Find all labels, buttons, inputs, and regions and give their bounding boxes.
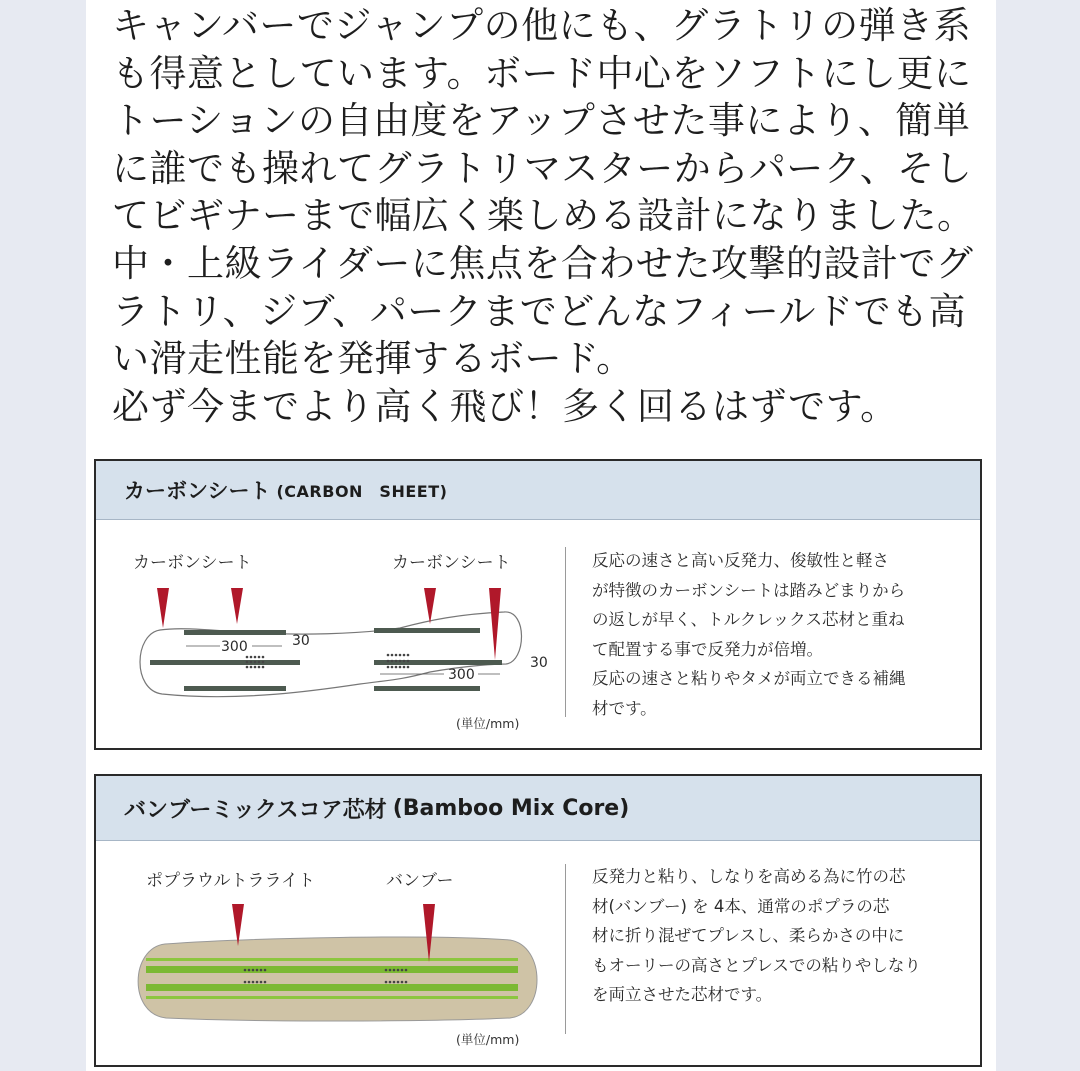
intro-line: 中・上級ライダーに焦点を合わせた攻撃的設計でグ bbox=[112, 241, 974, 285]
carbon-sheet-title-en: (CARBON SHEET) bbox=[276, 481, 448, 501]
intro-line: キャンバーでジャンプの他にも、グラトリの弾き系 bbox=[112, 4, 972, 47]
bamboo-label-poplar: ポプラウルトラライト bbox=[146, 871, 315, 891]
carbon-desc-line: て配置する事で反発力が倍増。 bbox=[592, 639, 823, 659]
bamboo-desc-line: 材(バンブー) を 4本、通常のポプラの芯 bbox=[592, 896, 890, 916]
intro-line: 必ず今までより高く飛び！多く回るはずです。 bbox=[112, 384, 898, 428]
dimension-30-left: 30 bbox=[292, 633, 310, 649]
intro-line: も得意としています。ボード中心をソフトにし更に bbox=[112, 51, 972, 95]
carbon-sheet-title: カーボンシート bbox=[124, 479, 271, 503]
intro-line: い滑走性能を発揮するボード。 bbox=[112, 337, 634, 381]
bamboo-stripe bbox=[146, 996, 518, 999]
intro-line: トーションの自由度をアップさせた事により、簡単 bbox=[112, 99, 971, 143]
bamboo-board-outline bbox=[138, 937, 537, 1021]
intro-line: てビギナーまで幅広く楽しめる設計になりました。 bbox=[112, 194, 975, 238]
bamboo-core-title-en: (Bamboo Mix Core) bbox=[392, 795, 630, 821]
carbon-desc-line: 材です。 bbox=[592, 698, 657, 718]
dimension-30-right: 30 bbox=[530, 655, 548, 671]
carbon-desc-line: が特徴のカーボンシートは踏みどまりから bbox=[592, 580, 906, 600]
bamboo-desc-line: 反発力と粘り、しなりを高める為に竹の芯 bbox=[592, 867, 906, 886]
bamboo-description bbox=[592, 862, 921, 1010]
carbon-label-left: カーボンシート bbox=[133, 553, 252, 573]
intro-line: に誰でも操れてグラトリマスターからパーク、そし bbox=[112, 146, 973, 190]
dimension-300-left: 300 bbox=[221, 639, 248, 655]
bamboo-divider bbox=[565, 864, 566, 1034]
bamboo-label-bamboo: バンブー bbox=[386, 871, 454, 891]
bamboo-desc-line: を両立させた芯材です。 bbox=[592, 985, 773, 1004]
bamboo-unit-note: (単位/mm) bbox=[456, 1032, 520, 1047]
intro-line: ラトリ、ジブ、パークまでどんなフィールドでも高 bbox=[112, 289, 966, 333]
carbon-desc-line: 反応の速さと高い反発力、俊敏性と軽さ bbox=[592, 551, 889, 570]
carbon-label-right: カーボンシート bbox=[392, 553, 511, 573]
bamboo-desc-line: もオーリーの高さとプレスでの粘りやしなり bbox=[592, 955, 921, 975]
bamboo-core-title: バンブーミックスコア芯材 bbox=[124, 797, 387, 823]
carbon-unit-note: (単位/mm) bbox=[456, 716, 520, 731]
dimension-300-right: 300 bbox=[448, 667, 475, 683]
bamboo-desc-line: 材に折り混ぜてプレスし、柔らかさの中に bbox=[592, 926, 905, 945]
carbon-desc-line: の返しが早く、トルクレックス芯材と重ね bbox=[592, 610, 905, 629]
bamboo-stripe bbox=[146, 984, 518, 991]
bamboo-stripe bbox=[146, 966, 518, 973]
carbon-desc-line: 反応の速さと粘りやタメが両立できる補縄 bbox=[592, 669, 906, 688]
bamboo-stripe bbox=[146, 958, 518, 961]
